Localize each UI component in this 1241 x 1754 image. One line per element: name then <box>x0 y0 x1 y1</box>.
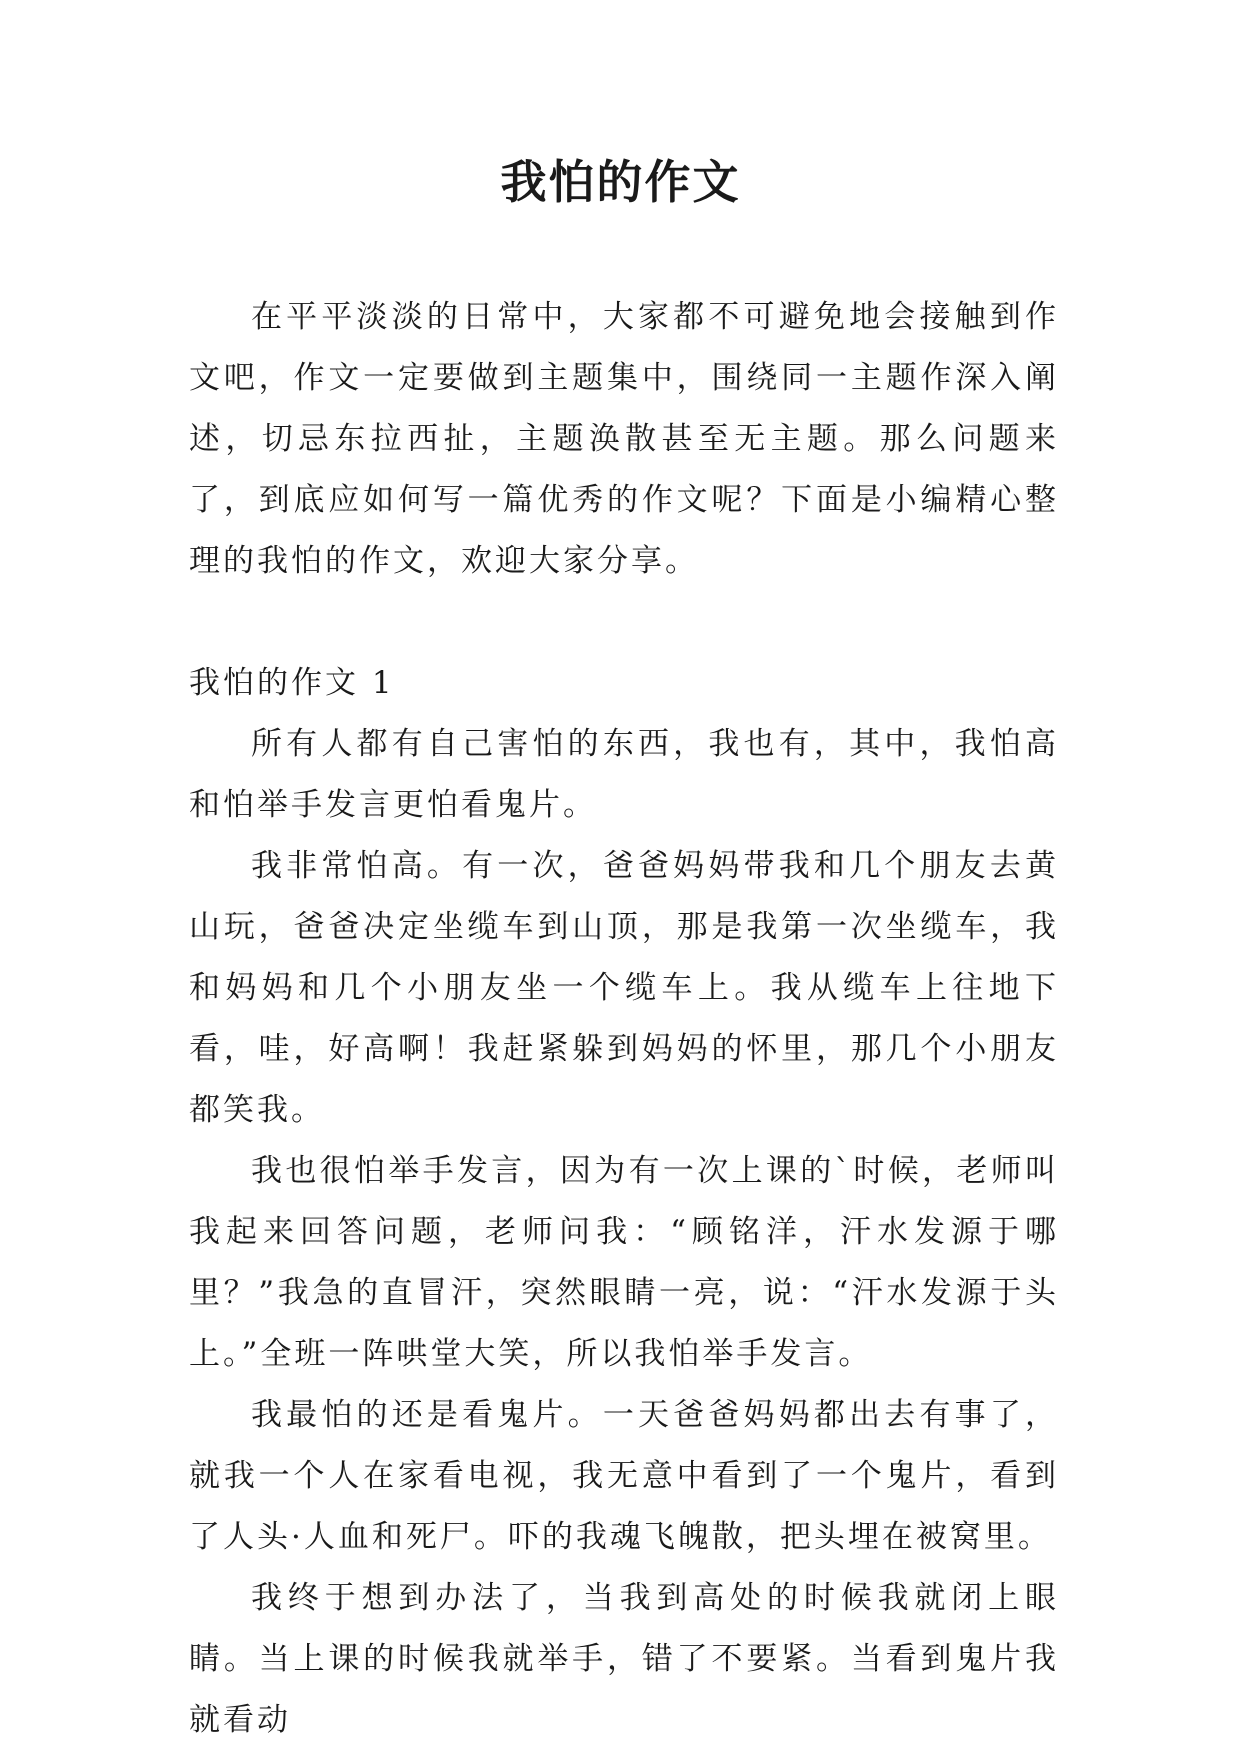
document-title: 我怕的作文 <box>500 155 741 209</box>
body-paragraph: 所有人都有自己害怕的东西，我也有，其中，我怕高和怕举手发言更怕看鬼片。 <box>189 726 1059 823</box>
intro-paragraph: 在平平淡淡的日常中，大家都不可避免地会接触到作文吧，作文一定要做到主题集中，围绕同一主题作深入阐述，切忌东拉西扯，主题涣散甚至无主题。那么问题来了，到底应如何写一篇优秀的作文呢？下面是小编精心整理的我怕的作文，欢迎大家分享。 <box>189 299 1059 579</box>
body-paragraph: 我也很怕举手发言，因为有一次上课的`时候，老师叫我起来回答问题，老师问我：“顾铭洋，汗水发源于哪里？”我急的直冒汗，突然眼睛一亮，说：“汗水发源于头上。”全班一阵哄堂大笑，所以我怕举手发言。 <box>189 1153 1059 1372</box>
body-paragraph: 我最怕的还是看鬼片。一天爸爸妈妈都出去有事了，就我一个人在家看电视，我无意中看到了一个鬼片，看到了人头·人血和死尸。吓的我魂飞魄散，把头埋在被窝里。 <box>189 1397 1059 1555</box>
document-body <box>189 287 1059 1751</box>
section-heading: 我怕的作文 1 <box>189 665 395 701</box>
body-paragraph: 我终于想到办法了，当我到高处的时候我就闭上眼睛。当上课的时候我就举手，错了不要紧。当看到鬼片我就看动 <box>189 1580 1059 1738</box>
body-paragraph: 我非常怕高。有一次，爸爸妈妈带我和几个朋友去黄山玩，爸爸决定坐缆车到山顶，那是我第一次坐缆车，我和妈妈和几个小朋友坐一个缆车上。我从缆车上往地下看，哇，好高啊！我赶紧躲到妈妈的怀里，那几个小朋友都笑我。 <box>189 848 1059 1128</box>
